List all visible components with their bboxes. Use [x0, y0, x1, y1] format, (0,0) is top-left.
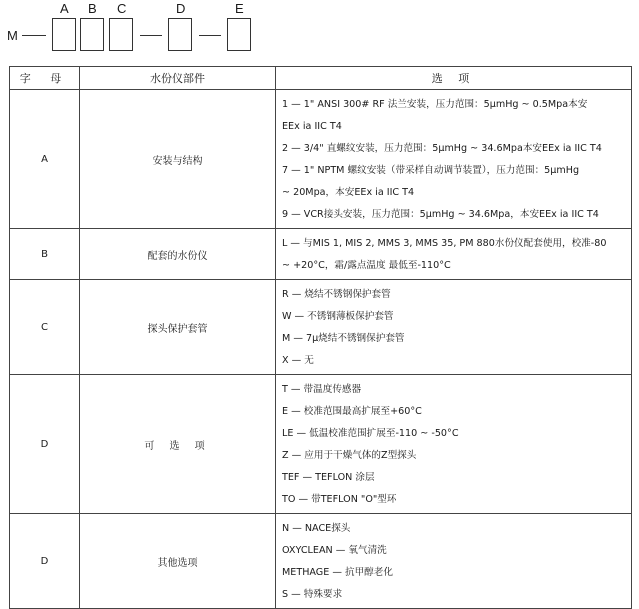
option-item: TO — 带TEFLON "O"型环	[282, 494, 397, 505]
code-letter-d: D	[176, 1, 186, 16]
table-header-row	[10, 67, 632, 90]
row-letter: A	[10, 90, 80, 229]
option-item: 7 — 1" NPTM 螺纹安装（带采样自动调节装置），压力范围：5μmHg	[282, 165, 580, 176]
option-item: 2 — 3/4" 直螺纹安装，压力范围：5μmHg ~ 34.6Mpa本安EEx ia IIC T4	[282, 143, 602, 154]
row-letter: B	[10, 229, 80, 280]
table-row	[10, 514, 632, 609]
row-letter: D	[10, 375, 80, 514]
code-letter-a: A	[60, 1, 69, 16]
header-letter: 字 母	[10, 67, 80, 90]
option-item: ~ +20°C，霜/露点温度 最低至-110°C	[282, 260, 451, 271]
row-component: 探头保护套管	[80, 280, 276, 375]
row-letter: C	[10, 280, 80, 375]
dash-separator	[22, 35, 46, 36]
option-item: S — 特殊要求	[282, 589, 343, 600]
option-item: ~ 20Mpa，本安EEx ia IIC T4	[282, 187, 415, 198]
code-box-c	[109, 18, 133, 51]
code-box-b	[80, 18, 104, 51]
option-item: T — 带温度传感器	[282, 384, 362, 395]
row-options	[276, 280, 632, 375]
code-letter-b: B	[88, 1, 97, 16]
option-item: M — 7μ烧结不锈钢保护套管	[282, 333, 405, 344]
code-letter-c: C	[117, 1, 127, 16]
option-item: METHAGE — 抗甲醇老化	[282, 567, 393, 578]
code-box-a	[52, 18, 76, 51]
option-item: X — 无	[282, 355, 314, 366]
code-letter-e: E	[235, 1, 244, 16]
option-item: Z — 应用于干燥气体的Z型探头	[282, 450, 417, 461]
dash-separator	[199, 35, 221, 36]
table-row	[10, 280, 632, 375]
row-component: 可 选 项	[80, 375, 276, 514]
option-item: 9 — VCR接头安装，压力范围：5μmHg ~ 34.6Mpa，本安EEx ia IIC T4	[282, 209, 599, 220]
dash-separator	[140, 35, 162, 36]
option-item: 1 — 1" ANSI 300# RF 法兰安装，压力范围：5μmHg ~ 0.5Mpa本安	[282, 99, 588, 110]
model-code-diagram	[0, 0, 639, 60]
options-table	[9, 66, 632, 609]
option-item: LE — 低温校准范围扩展至-110 ~ -50°C	[282, 428, 459, 439]
header-component: 水份仪部件	[80, 67, 276, 90]
row-component: 安装与结构	[80, 90, 276, 229]
row-options	[276, 375, 632, 514]
table-row	[10, 90, 632, 229]
row-options	[276, 90, 632, 229]
code-box-e	[227, 18, 251, 51]
option-item: L — 与MIS 1, MIS 2, MMS 3, MMS 35, PM 880水份仪配套使用，校准-80	[282, 238, 607, 249]
option-item: R — 烧结不锈钢保护套管	[282, 289, 391, 300]
table-row	[10, 229, 632, 280]
option-item: E — 校准范围最高扩展至+60°C	[282, 406, 422, 417]
option-item: W — 不锈钢薄板保护套管	[282, 311, 394, 322]
row-component: 配套的水份仪	[80, 229, 276, 280]
option-item: EEx ia IIC T4	[282, 121, 342, 132]
option-item: OXYCLEAN — 氧气清洗	[282, 545, 387, 556]
code-box-d	[168, 18, 192, 51]
row-letter: D	[10, 514, 80, 609]
header-options: 选 项	[276, 67, 632, 90]
option-item: N — NACE探头	[282, 523, 351, 534]
table-row	[10, 375, 632, 514]
row-options	[276, 514, 632, 609]
row-options	[276, 229, 632, 280]
row-component: 其他选项	[80, 514, 276, 609]
option-item: TEF — TEFLON 涂层	[282, 472, 375, 483]
model-prefix: M	[7, 28, 18, 43]
